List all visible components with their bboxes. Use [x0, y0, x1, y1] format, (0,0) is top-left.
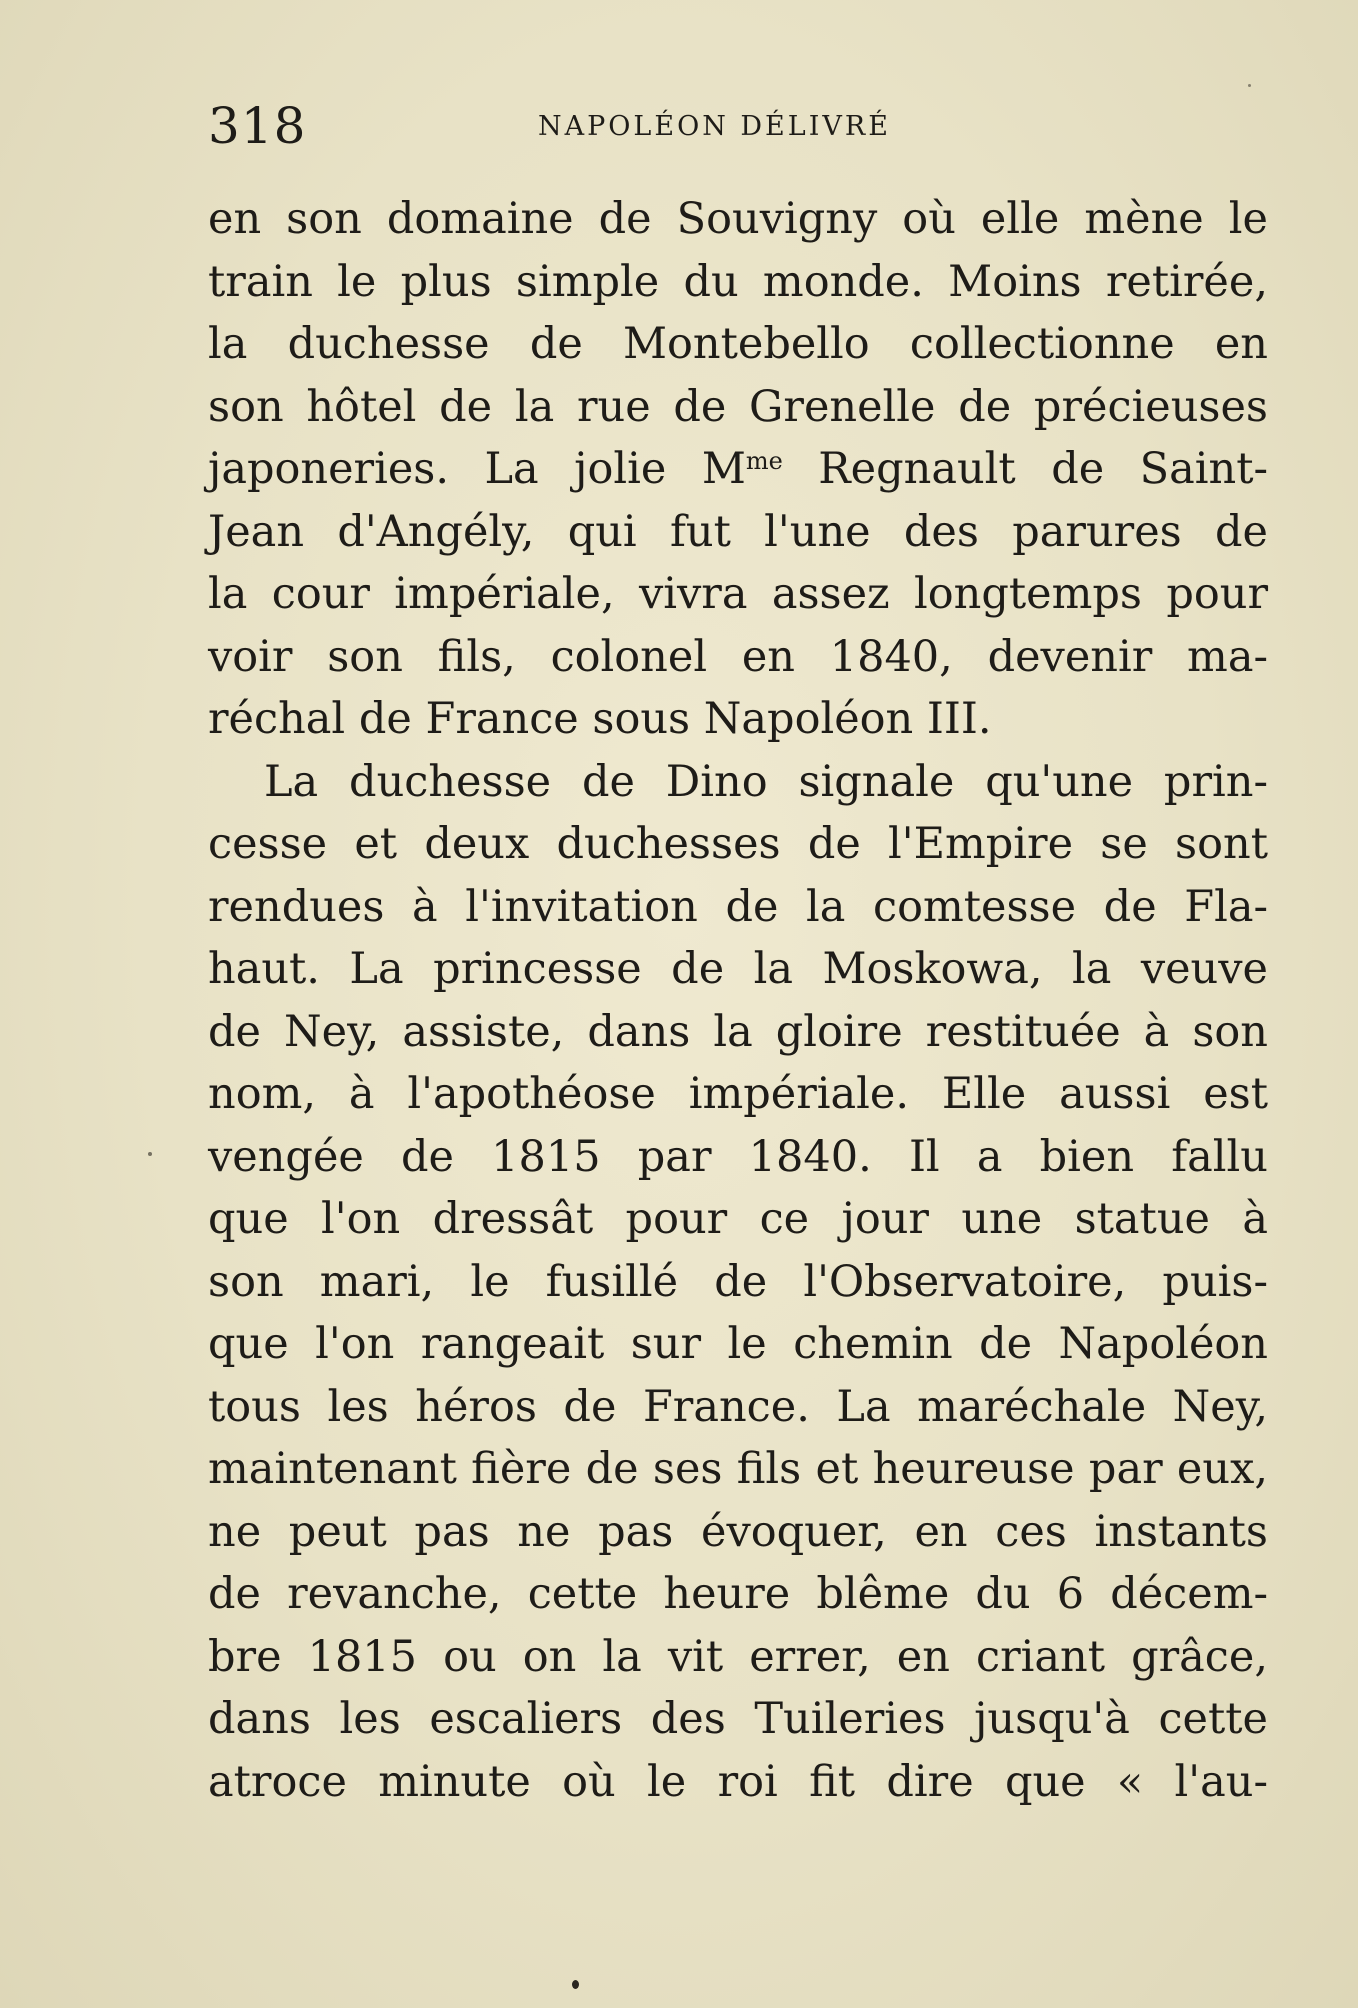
- running-title: NAPOLÉON DÉLIVRÉ: [538, 111, 891, 142]
- text-line: maintenant fière de ses fils et heureuse par eux,: [208, 1444, 1268, 1494]
- page-header: [208, 96, 1268, 156]
- text-line: voir son fils, colonel en 1840, devenir ma-: [208, 631, 1268, 682]
- text-line: La duchesse de Dino signale qu'une prin-: [264, 756, 1268, 807]
- text-line: tous les héros de France. La maréchale Ney,: [208, 1381, 1268, 1432]
- text-line: en son domaine de Souvigny où elle mène le: [208, 194, 1268, 244]
- text-line: atroce minute où le roi fit dire que « l'au-: [208, 1756, 1268, 1807]
- page-number: 318: [208, 97, 307, 155]
- text-line: que l'on dressât pour ce jour une statue à: [208, 1194, 1268, 1244]
- text-line: cesse et deux duchesses de l'Empire se sont: [208, 819, 1268, 869]
- text-line: son hôtel de la rue de Grenelle de précieuses: [208, 381, 1268, 432]
- text-line: ne peut pas ne pas évoquer, en ces instants: [208, 1506, 1268, 1557]
- text-line: [208, 438, 1268, 501]
- text-line: de revanche, cette heure blême du 6 décem-: [208, 1569, 1268, 1619]
- text-line: rendues à l'invitation de la comtesse de Fla-: [208, 881, 1268, 932]
- text-line: de Ney, assiste, dans la gloire restituée à son: [208, 1006, 1268, 1057]
- paragraph-2: [208, 751, 1268, 1814]
- text-line: haut. La princesse de la Moskowa, la veuve: [208, 944, 1268, 994]
- text-line: que l'on rangeait sur le chemin de Napoléon: [208, 1319, 1268, 1369]
- text-line: dans les escaliers des Tuileries jusqu'à cette: [208, 1694, 1268, 1744]
- text-line: Jean d'Angély, qui fut l'une des parures de: [208, 506, 1268, 557]
- ink-speck: [148, 1152, 152, 1156]
- text-line: réchal de France sous Napoléon III.: [208, 694, 992, 744]
- text-line: nom, à l'apothéose impériale. Elle aussi est: [208, 1069, 1268, 1119]
- text-line: la cour impériale, vivra assez longtemps pour: [208, 569, 1268, 619]
- text-line: bre 1815 ou on la vit errer, en criant grâce,: [208, 1631, 1268, 1682]
- text-line: la duchesse de Montebello collectionne en: [208, 319, 1268, 369]
- ink-speck: [1248, 84, 1251, 87]
- text-line: son mari, le fusillé de l'Observatoire, puis-: [208, 1256, 1268, 1307]
- text-segment: japoneries. La jolie M: [208, 444, 746, 494]
- body-text: [208, 188, 1268, 1813]
- text-segment: Regnault de Saint-: [782, 444, 1268, 494]
- text-line: train le plus simple du monde. Moins retirée,: [208, 256, 1268, 307]
- superscript-abbreviation: me: [745, 447, 783, 475]
- ink-speck: [572, 1980, 579, 1989]
- text-line: vengée de 1815 par 1840. Il a bien fallu: [208, 1131, 1268, 1182]
- paragraph-1: [208, 188, 1268, 751]
